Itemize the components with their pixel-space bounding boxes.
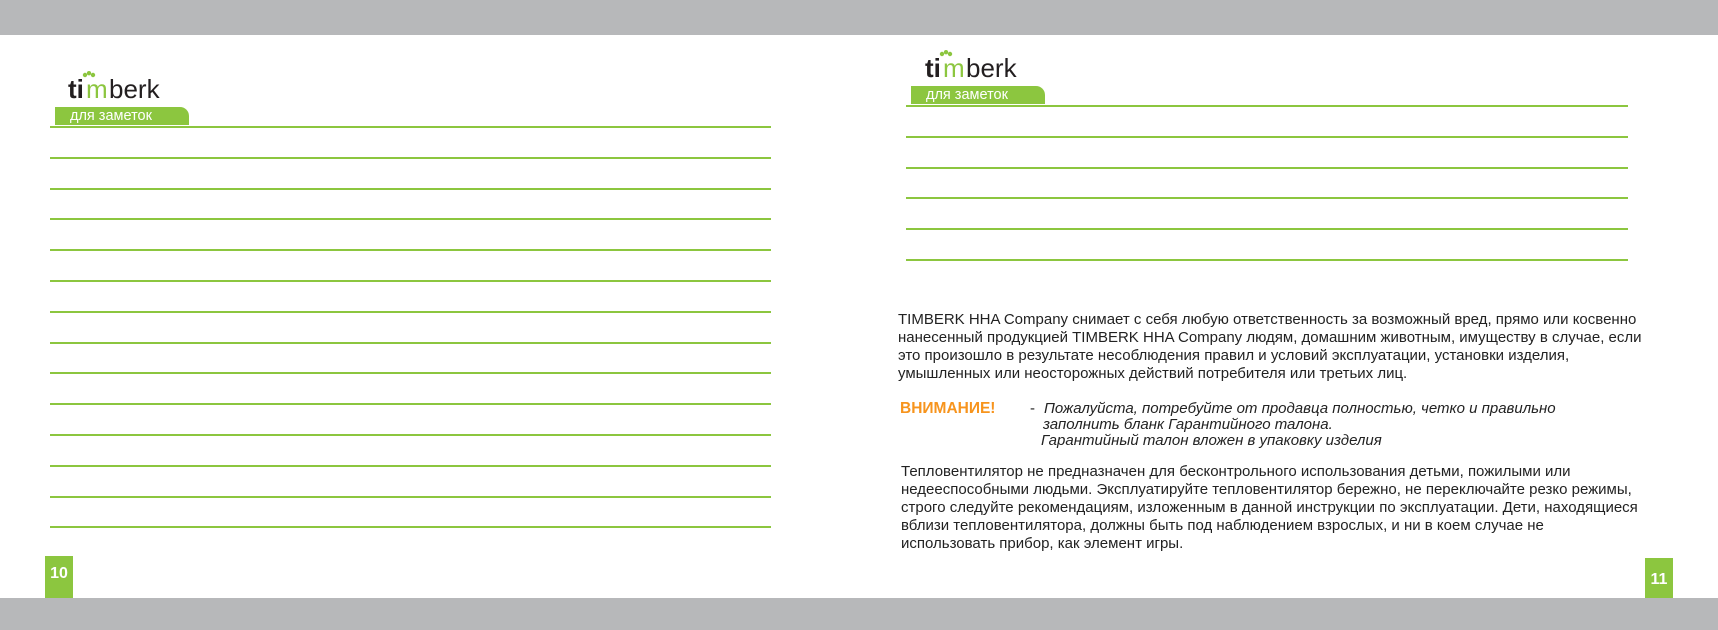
disclaimer-line: нанесенный продукцией TIMBERK HHA Company людям, домашним животным, имуществу в случае, если bbox=[898, 329, 1642, 346]
note-line bbox=[50, 218, 771, 220]
svg-text:ti: ti bbox=[925, 53, 941, 83]
note-line bbox=[906, 197, 1628, 199]
warning-line: Пожалуйста, потребуйте от продавца полностью, четко и правильно bbox=[1044, 400, 1556, 417]
disclaimer-paragraph bbox=[898, 311, 1642, 383]
note-line bbox=[50, 465, 771, 467]
note-line bbox=[906, 136, 1628, 138]
note-line bbox=[50, 434, 771, 436]
note-line bbox=[50, 342, 771, 344]
page-number-right: 11 bbox=[1645, 558, 1673, 598]
note-line bbox=[50, 280, 771, 282]
usage-note-line: строго следуйте рекомендациям, изложенным в данной инструкции по эксплуатации. Дети, находящиеся bbox=[901, 499, 1638, 516]
notes-tab-right: для заметок bbox=[911, 86, 1045, 104]
warning-dash: - bbox=[1030, 400, 1035, 417]
note-line bbox=[50, 188, 771, 190]
usage-note-line: вблизи тепловентилятора, должны быть под наблюдением взрослых, и ни в коем случае не bbox=[901, 517, 1544, 534]
top-gray-band bbox=[0, 0, 1718, 35]
notes-tab-left: для заметок bbox=[55, 107, 189, 125]
disclaimer-line: умышленных или неосторожных действий потребителя или третьих лиц. bbox=[898, 365, 1408, 382]
note-line bbox=[906, 167, 1628, 169]
note-line bbox=[50, 403, 771, 405]
usage-note-paragraph bbox=[901, 463, 1638, 553]
note-line bbox=[906, 228, 1628, 230]
bottom-gray-band bbox=[0, 598, 1718, 630]
timberk-logo bbox=[925, 49, 1025, 89]
usage-note-line: Тепловентилятор не предназначен для бесконтрольного использования детьми, пожилыми или bbox=[901, 463, 1571, 480]
svg-text:berk: berk bbox=[966, 53, 1017, 83]
usage-note-line: использовать прибор, как элемент игры. bbox=[901, 535, 1184, 552]
note-line bbox=[50, 311, 771, 313]
usage-note-line: недееспособными людьми. Эксплуатируйте тепловентилятор бережно, не переключайте резко режимы, bbox=[901, 481, 1632, 498]
note-line bbox=[50, 496, 771, 498]
warning-line: заполнить бланк Гарантийного талона. bbox=[1043, 416, 1333, 433]
note-line bbox=[906, 259, 1628, 261]
note-line bbox=[50, 126, 771, 128]
warning-label: ВНИМАНИЕ! bbox=[900, 400, 996, 417]
note-line bbox=[50, 372, 771, 374]
warning-line: Гарантийный талон вложен в упаковку изделия bbox=[1041, 432, 1382, 449]
note-line bbox=[50, 249, 771, 251]
page-number-left: 10 bbox=[45, 556, 73, 598]
svg-text:m: m bbox=[943, 53, 965, 83]
disclaimer-line: это произошло в результате несоблюдения правил и условий эксплуатации, установки изделия, bbox=[898, 347, 1570, 364]
svg-text:berk: berk bbox=[109, 74, 160, 104]
disclaimer-line: TIMBERK HHA Company снимает с себя любую ответственность за возможный вред, прямо или косвенно bbox=[898, 311, 1637, 328]
timberk-logo bbox=[68, 70, 168, 110]
note-line bbox=[50, 526, 771, 528]
svg-text:m: m bbox=[86, 74, 108, 104]
note-line bbox=[50, 157, 771, 159]
svg-text:ti: ti bbox=[68, 74, 84, 104]
note-line bbox=[906, 105, 1628, 107]
